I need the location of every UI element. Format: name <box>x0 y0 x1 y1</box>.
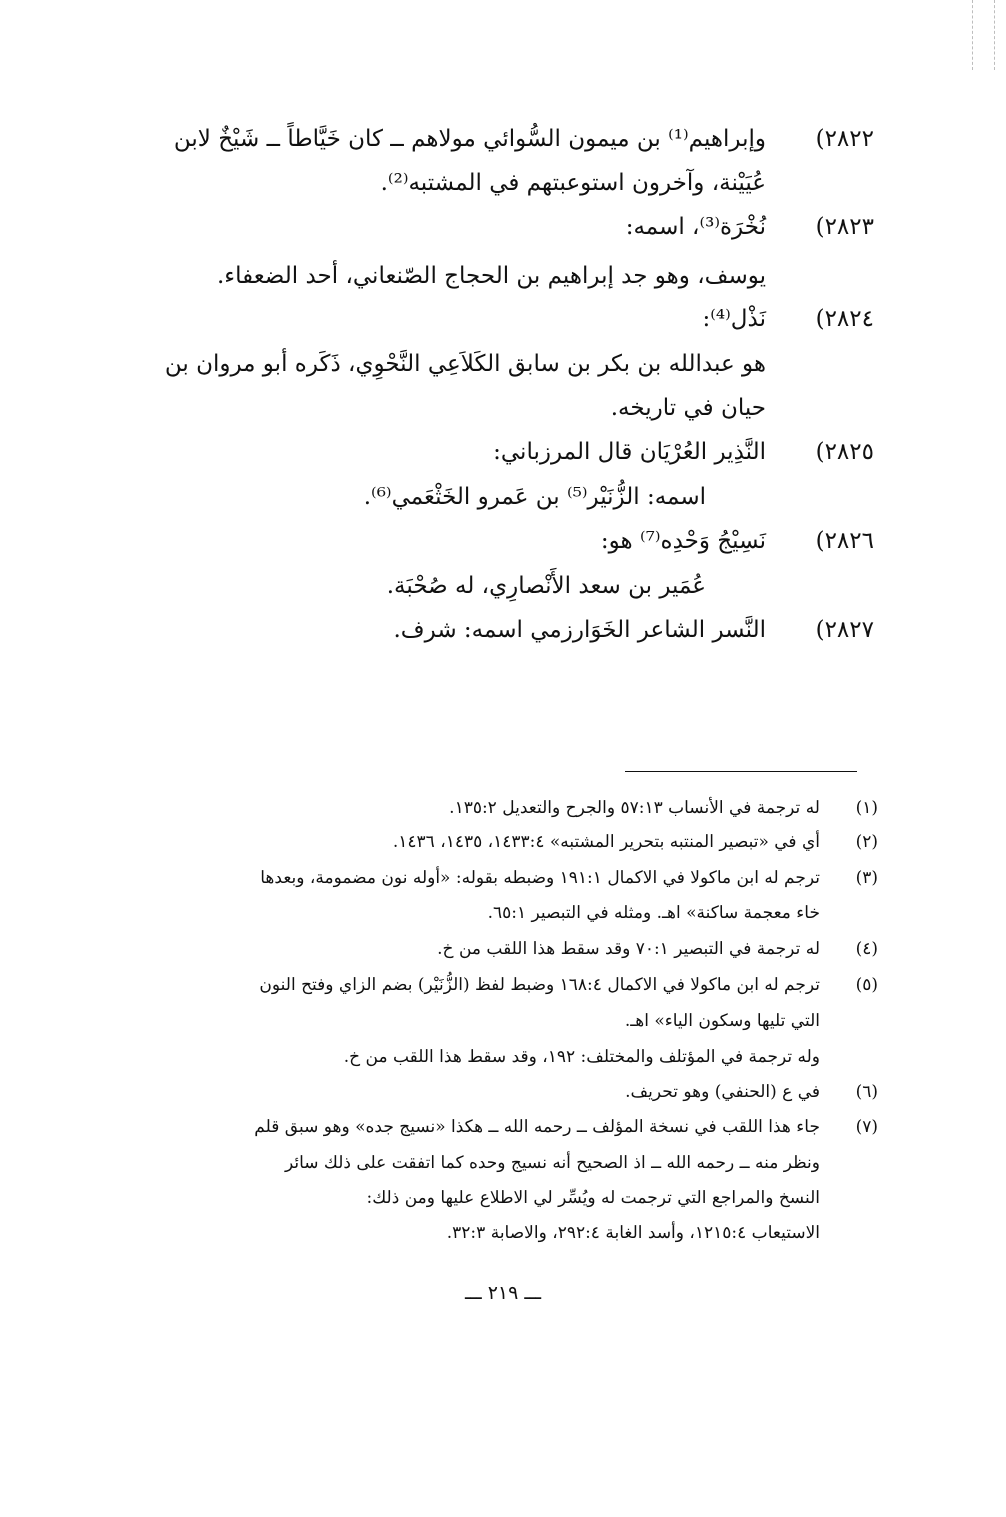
footnote-line: في ع (الحنفي) وهو تحريف. <box>625 1082 820 1102</box>
footnote-line: خاء معجمة ساكنة» اهـ. ومثله في التبصير ٦٥:١. <box>487 903 820 923</box>
footnote-number: (٥) <box>855 975 878 995</box>
entry-line: هو عبدالله بن بكر بن سابق الكَلاَعِي النَّحْوِي، ذَكَره أبو مروان بن <box>164 351 766 377</box>
footnote-number: (٦) <box>855 1082 878 1102</box>
scan-edge-mark <box>972 0 975 70</box>
entry-line: اسمه: الزُّنَيْر⁽⁵⁾ بن عَمرو الخَثْعَمي⁽⁶⁾. <box>363 484 706 510</box>
entry-number: ٢٨٢٦) <box>815 528 874 554</box>
footnote-line: له ترجمة في الأنساب ٥٧:١٣ والجرح والتعديل ١٣٥:٢. <box>449 798 820 818</box>
footnote-line: ترجم له ابن ماكولا في الاكمال ١٦٨:٤ وضبط لفظ (الزُّنَيْر) بضم الزاي وفتح النون <box>259 975 820 995</box>
entry-number: ٢٨٢٤) <box>815 306 874 332</box>
scan-edge-mark <box>994 0 997 70</box>
entry-number: ٢٨٢٣) <box>815 214 874 240</box>
entry-heading: النَّسر الشاعر الخَوَارزمي اسمه: شرف. <box>393 617 766 643</box>
footnote-line: جاء هذا اللقب في نسخة المؤلف ــ رحمه الله ــ هكذا «نسيج جده» وهو سبق قلم <box>254 1117 820 1137</box>
entry-number: ٢٨٢٧) <box>815 617 874 643</box>
footnote-line: له ترجمة في التبصير ٧٠:١ وقد سقط هذا اللقب من خ. <box>437 939 820 959</box>
entry-number: ٢٨٢٢) <box>815 126 874 152</box>
footnote-line: الاستيعاب ١٢١٥:٤، وأسد الغابة ٢٩٢:٤، والاصابة ٣٢:٣. <box>446 1223 820 1243</box>
entry-heading: نُخْرَة⁽³⁾، اسمه: <box>625 214 766 240</box>
footnote-line: التي تليها وسكون الياء» اهـ. <box>624 1011 820 1031</box>
footnote-line: النسخ والمراجع التي ترجمت له ويُسِّر لي الاطلاع عليها ومن ذلك: <box>366 1188 820 1208</box>
footnote-number: (٢) <box>855 832 878 852</box>
footnote-line: ونظر منه ــ رحمه الله ــ اذ الصحيح أنه نسيج وحده كما اتفقت على ذلك سائر <box>284 1153 820 1173</box>
footnote-number: (٤) <box>855 939 878 959</box>
entry-line: وإبراهيم⁽¹⁾ بن ميمون السُّوائي مولاهم ــ كان خَيَّاطاً ــ شَيْخٌ لابن <box>173 126 766 152</box>
footnote-separator <box>625 771 857 772</box>
entry-line: يوسف، وهو جد إبراهيم بن الحجاج الصّنعاني، أحد الضعفاء. <box>216 263 766 289</box>
page-number: ـــ ٢١٩ ـــ <box>464 1282 542 1304</box>
footnote-line: ترجم له ابن ماكولا في الاكمال ١٩١:١ وضبطه بقوله: «أوله نون مضمومة، وبعدها <box>260 868 820 888</box>
entry-heading: النَّذِير العُرْيَان قال المرزباني: <box>493 439 766 465</box>
footnote-line: وله ترجمة في المؤتلف والمختلف: ١٩٢، وقد سقط هذا اللقب من خ. <box>343 1047 820 1067</box>
entry-line: عُمَير بن سعد الأَنْصارِي، له صُحْبَة. <box>386 573 706 599</box>
footnote-line: أي في «تبصير المنتبه بتحرير المشتبه» ١٤٣٣:٤، ١٤٣٥، ١٤٣٦. <box>392 832 820 852</box>
footnote-number: (١) <box>855 798 878 818</box>
entry-line: عُيَيْنة، وآخرون استوعبتهم في المشتبه⁽²⁾. <box>380 170 766 196</box>
entry-heading: نَسِيْجُ وَحْدِه⁽⁷⁾ هو: <box>600 528 766 554</box>
footnote-number: (٣) <box>855 868 878 888</box>
footnote-number: (٧) <box>855 1117 878 1137</box>
entry-line: حيان في تاريخه. <box>610 395 766 421</box>
entry-number: ٢٨٢٥) <box>815 439 874 465</box>
entry-heading: نَذْل⁽⁴⁾: <box>702 306 766 332</box>
